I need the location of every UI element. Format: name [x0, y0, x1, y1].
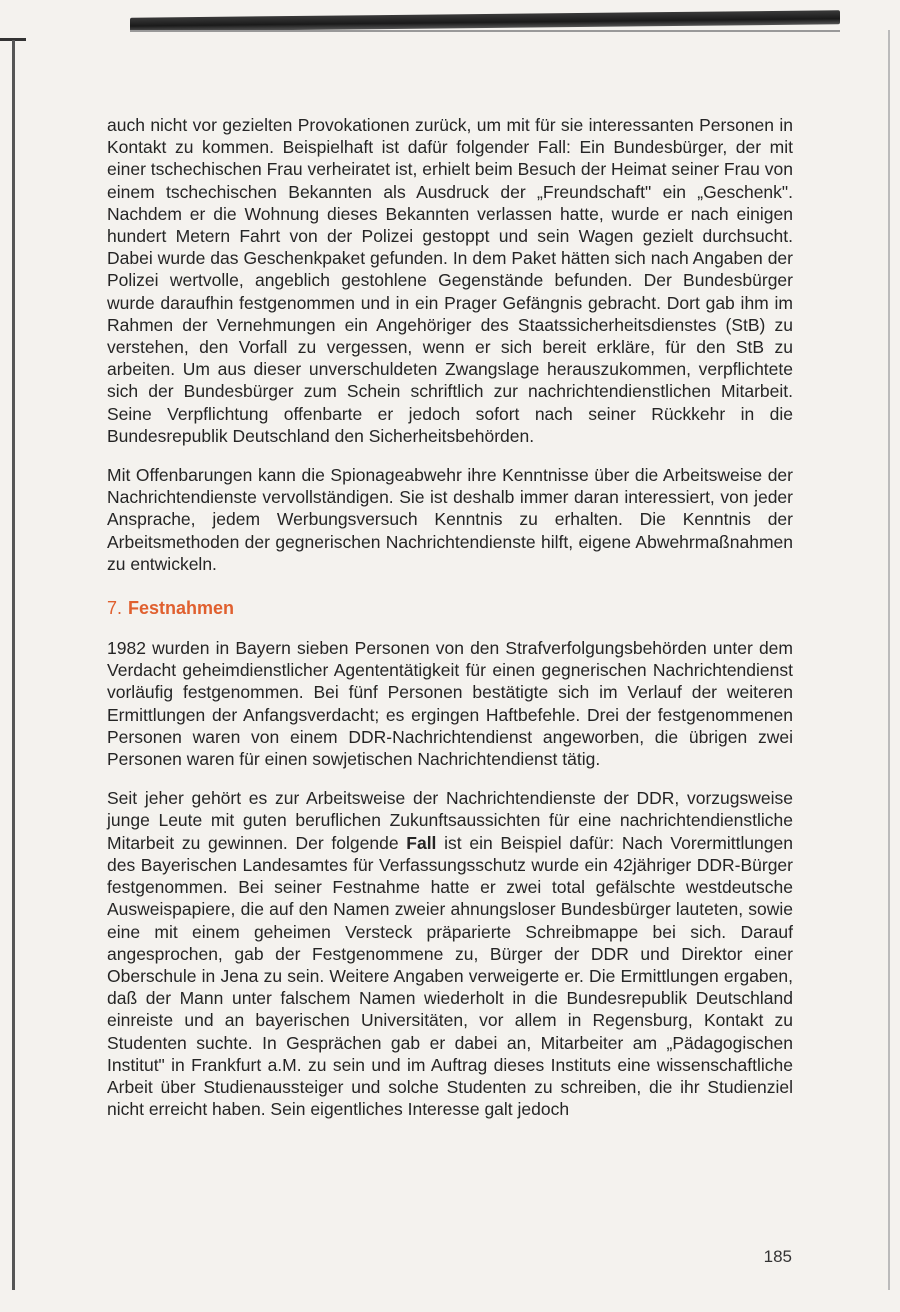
page-body [107, 114, 793, 1137]
paragraph-continuation: auch nicht vor gezielten Provokationen zurück, um mit für sie interessanten Personen in Kontakt zu kommen. Beispielhaft ist dafür folgender Fall: Ein Bundesbürger, der mit einer tschechischen Frau verheiratet ist, erhielt beim Besuch der Heimat seiner Frau von einem tschechischen Bekannten als Ausdruck der „Freundschaft" ein „Geschenk". Nachdem er die Wohnung dieses Bekannten verlassen hatte, wurde er nach einigen hundert Metern Fahrt von der Polizei gestoppt und sein Wagen gezielt durchsucht. Dabei wurde das Geschenkpaket gefunden. In dem Paket hätten sich nach Angaben der Polizei wertvolle, angeblich gestohlene Gegenstände befunden. Der Bundesbürger wurde daraufhin festgenommen und in ein Prager Gefängnis gebracht. Dort gab ihm im Rahmen der Vernehmungen ein Angehöriger des Staatssicherheitsdienstes (StB) zu verstehen, den Vorfall zu vergessen, wenn er sich bereit erkläre, für den StB zu arbeiten. Um aus dieser unverschuldeten Zwangslage herauszukommen, verpflichtete sich der Bundesbürger zum Schein schriftlich zur nachrichtendienstlichen Mitarbeit. Seine Verpflichtung offenbarte er jedoch sofort nach seiner Rückkehr in die Bundesrepublik Deutschland den Sicherheitsbehörden. [107, 115, 793, 446]
paragraph-offenbarungen: Mit Offenbarungen kann die Spionageabwehr ihre Kenntnisse über die Arbeitsweise der Nachrichtendienste vervollständigen. Sie ist deshalb immer daran interessiert, von jeder Ansprache, jedem Werbungsversuch Kenntnis zu erhalten. Die Kenntnis der Arbeitsmethoden der gegnerischen Nachrichtendienste hilft, eigene Abwehrmaßnahmen zu entwickeln. [107, 465, 793, 574]
section-heading [107, 597, 793, 619]
scan-top-edge-line [130, 30, 840, 32]
paragraph-fall-ddr [107, 787, 793, 1120]
text-before-bold: Seit jeher gehört es zur Arbeitsweise der Nachrichtendienste der DDR, vorzugsweise junge Leute mit guten beruflichen Zukunftsaussichten für eine nachrichtendienstliche Mitarbeit zu gewinnen. Der folgende [107, 788, 793, 853]
text-after-bold: ist ein Beispiel dafür: Nach Vorermittlungen des Bayerischen Landesamtes für Verfassungsschutz wurde ein 42jähriger DDR-Bürger festgenommen. Bei seiner Festnahme hatte er zwei total gefälschte westdeutsche Ausweispapiere, die auf den Namen zweier ahnungsloser Bundesbürger lauteten, sowie eine mit einem geheimen Versteck präparierte Schreibmappe bei sich. Darauf angesprochen, gab der Festgenommene zu, Bürger der DDR und Direktor einer Oberschule in Jena zu sein. Weitere Angaben verweigerte er. Die Ermittlungen ergaben, daß der Mann unter falschem Namen wiederholt in die Bundesrepublik Deutschland einreiste und an bayerischen Universitäten, vor allem in Regensburg, Kontakt zu Studenten suchte. In Gesprächen gab er dabei an, Mitarbeiter am „Pädagogischen Institut" in Frankfurt a.M. zu sein und im Auftrag dieses Instituts eine wissenschaftliche Arbeit über Studienaussteiger und solche Studenten zu schreiben, die ihr Studienziel nicht erreicht haben. Sein eigentliches Interesse galt jedoch [107, 832, 793, 1120]
scan-top-edge-shadow [130, 10, 840, 31]
page-number: 185 [763, 1247, 792, 1266]
scan-left-edge [12, 40, 15, 1290]
paragraph-festnahmen-1982: 1982 wurden in Bayern sieben Personen von den Strafverfolgungsbehörden unter dem Verdacht geheimdienstlicher Agententätigkeit für einen gegnerischen Nachrichtendienst vorläufig festgenommen. Bei fünf Personen bestätigte sich im Verlauf der weiteren Ermittlungen der Anfangsverdacht; es ergingen Haftbefehle. Drei der festgenommenen Personen waren von einem DDR-Nachrichtendienst angeworben, die übrigen zwei Personen waren für einen sowjetischen Nachrichtendienst tätig. [107, 638, 793, 770]
section-number: 7. [107, 598, 123, 619]
bold-fall: Fall [406, 832, 437, 853]
section-title: Festnahmen [128, 598, 235, 619]
scan-right-edge [888, 30, 890, 1290]
